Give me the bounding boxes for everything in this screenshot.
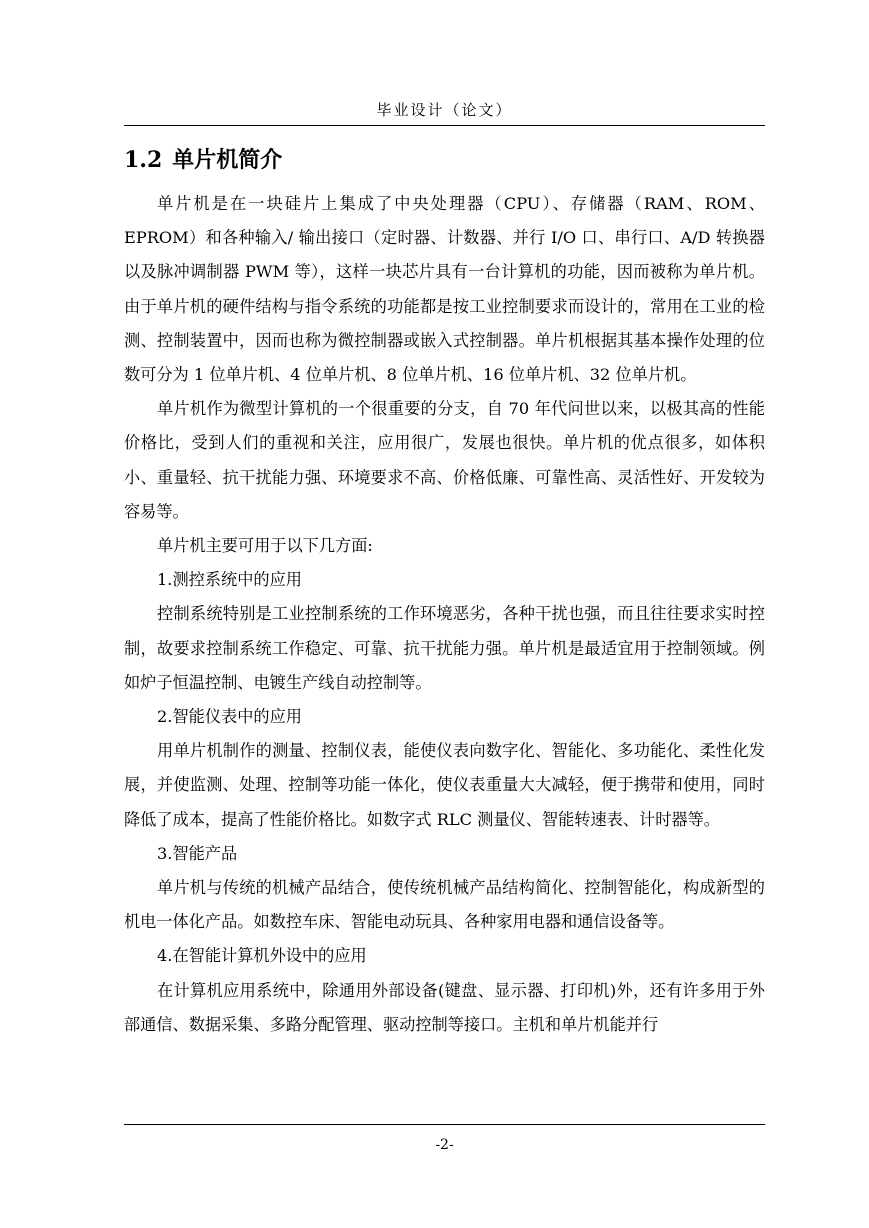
section-title [124,145,282,175]
running-header: 毕业设计（论文） [376,101,513,119]
page-number: -2- [435,1137,454,1153]
application-heading: 3.智能产品 [157,843,238,863]
section-number: 1.2 [124,147,163,173]
application-text: 控制系统特别是工业控制系统的工作环境恶劣，各种干扰也强，而且往往要求实时控制，故要求控制系统工作稳定、可靠、抗干扰能力强。单片机是最适宜用于控制领域。例如炉子恒温控制、电镀生产线自动控制等。 [124,604,765,692]
application-text: 在计算机应用系统中，除通用外部设备(键盘、显示器、打印机)外，还有许多用于外部通信、数据采集、多路分配管理、驱动控制等接口。主机和单片机能并行 [124,980,765,1034]
application-text: 用单片机制作的测量、控制仪表，能使仪表向数字化、智能化、多功能化、柔性化发展，并使监测、处理、控制等功能一体化，使仪表重量大大减轻，便于携带和使用，同时降低了成本，提高了性能价格比。如数字式 RLC 测量仪、智能转速表、计时器等。 [124,741,765,829]
section-title-text: 单片机简介 [172,147,283,173]
application-heading: 1.测控系统中的应用 [157,570,302,590]
paragraph-uses-lead: 单片机主要可用于以下几方面: [157,536,373,556]
paragraph-intro: 单片机是在一块硅片上集成了中央处理器（CPU）、存储器（RAM、ROM、EPROM）和各种输入/ 输出接口（定时器、计数器、并行 I/O 口、串行口、A/D 转换器以及脉冲调制器 PWM 等），这样一块芯片具有一台计算机的功能，因而被称为单片机。由于单片机的硬件结构与指令系统的功能都是按工业控制要求而设计的，常用在工业的检测、控制装置中，因而也称为微控制器或嵌入式控制器。单片机根据其基本操作处理的位数可分为 1 位单片机、4 位单片机、8 位单片机、16 位单片机、32 位单片机。 [124,194,765,385]
application-text: 单片机与传统的机械产品结合，使传统机械产品结构简化、控制智能化，构成新型的机电一体化产品。如数控车床、智能电动玩具、各种家用电器和通信设备等。 [124,878,765,932]
paragraph-history: 单片机作为微型计算机的一个很重要的分支，自 70 年代问世以来，以极其高的性能价格比，受到人们的重视和关注，应用很广，发展也很快。单片机的优点很多，如体积小、重量轻、抗干扰能力强、环境要求不高、价格低廉、可靠性高、灵活性好、开发较为容易等。 [124,399,765,521]
body-text [124,187,765,1042]
header-rule [124,125,765,126]
footer-rule [124,1124,765,1125]
application-heading: 2.智能仪表中的应用 [157,707,302,727]
application-heading: 4.在智能计算机外设中的应用 [157,946,367,966]
